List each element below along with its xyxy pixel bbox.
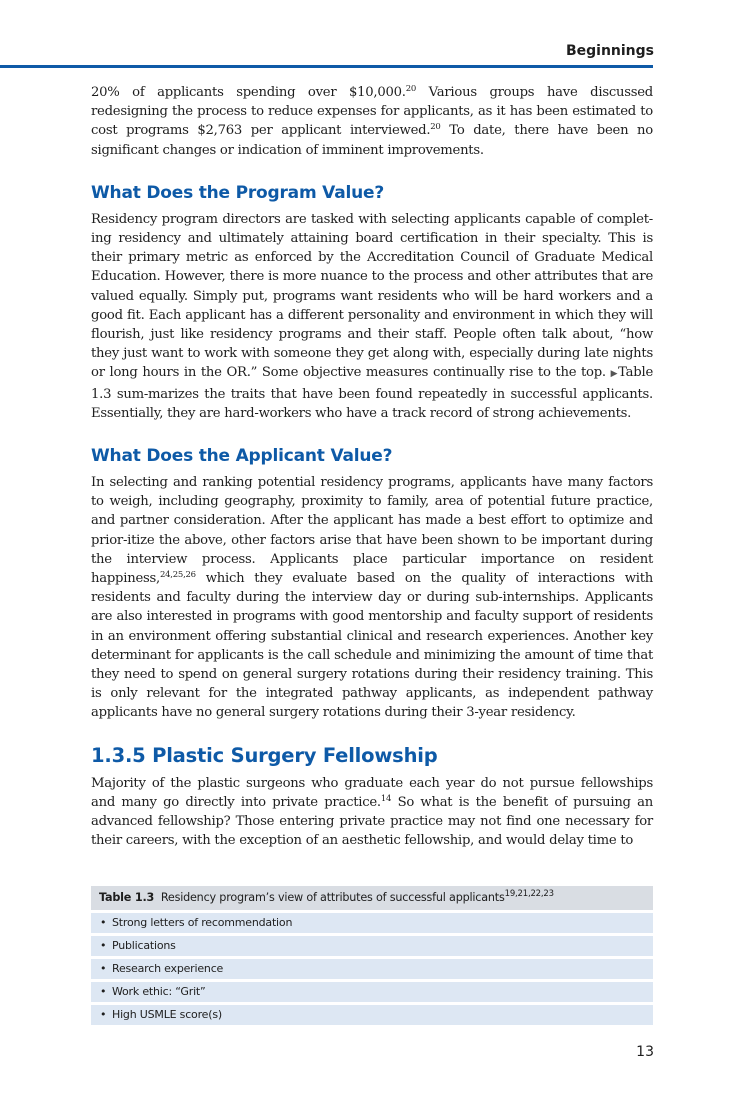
citation: 14 — [380, 793, 392, 804]
citation: 20 — [430, 122, 441, 133]
intro-text-1: 20% of applicants spending over $10,000. — [91, 85, 406, 100]
citation: 20 — [405, 84, 417, 94]
table-row-text: High USMLE score(s) — [112, 1008, 222, 1021]
heading-applicant-value: What Does the Applicant Value? — [91, 446, 393, 467]
bullet-icon: • — [100, 916, 107, 929]
intro-paragraph — [91, 83, 653, 160]
applicant-value-text-2: which they evaluate based on the quality of interactions with residents and faculty during the interview day or during sub-internships. Applicants are also interested in programs with good mentorship and faculty support of residents in an environment offering substantial clinical and research experiences. Another key determinant for applicants is the call schedule and minimizing the amount of time that they need to spend on general surgery rotations during their residency training. This is only relevant for the integrated pathway applicants, as independent pathway applicants have no general surgery rotations during their 3-year residency. — [91, 571, 653, 721]
table-row — [91, 959, 653, 979]
fellowship-paragraph — [91, 774, 653, 851]
table-row-text: Research experience — [112, 962, 224, 975]
heading-plastic-surgery-fellowship: 1.3.5 Plastic Surgery Fellowship — [91, 743, 438, 767]
table-row — [91, 913, 653, 933]
table-row-text: Strong letters of recommendation — [112, 916, 293, 929]
heading-program-value: What Does the Program Value? — [91, 182, 385, 203]
intro-text-2: Various groups have discussed redesigning the process to reduce expenses for applicants, as it has been estimated to cost programs $2,763 per applicant interviewed. — [91, 85, 653, 139]
bullet-icon: • — [100, 962, 107, 975]
bullet-icon: • — [100, 939, 107, 952]
table-row-text: Work ethic: “Grit” — [112, 985, 206, 998]
main-content — [91, 83, 653, 851]
table-row-text: Publications — [112, 939, 176, 952]
fellowship-text-2: So what is the benefit of pursuing an advanced fellowship? Those entering private practice may not find one necessary for their careers, with the exception of an aesthetic fellowship, and would delay time to — [91, 794, 653, 849]
program-value-text-1: Residency program directors are tasked with selecting applicants capable of complet-ing residency and ultimately attaining board certification in their specialty. This is their primary metric as enforced by the Accreditation Council of Graduate Medical Education. However, there is more nuance to the process and other attributes that are valued equally. Simply put, programs want residents who will be hard workers and a good fit. Each applicant has a different personality and environment in which they will flourish, just like residency programs and their staff. People often talk about, “how they just want to work with someone they get along with, especially during late nights or long hours in the OR.” Some objective measures continually rise to the top. — [91, 211, 653, 381]
header-rule — [0, 65, 653, 68]
page-number: 13 — [636, 1044, 654, 1060]
intro-text-3: To date, there have been no significant changes or indication of imminent improvements. — [91, 123, 653, 158]
table-row — [91, 936, 653, 956]
fellowship-text-1: Majority of the plastic surgeons who graduate each year do not pursue fellowships and many go directly into private practice. — [91, 775, 653, 810]
table-label: Table 1.3 — [99, 891, 155, 904]
bullet-icon: • — [100, 1008, 107, 1021]
applicant-value-paragraph — [91, 473, 653, 723]
table-row — [91, 982, 653, 1002]
applicant-value-text-1: In selecting and ranking potential residency programs, applicants have many factors to weigh, including geography, proximity to family, area of potential future practice, and partner consideration. After the applicant has made a best effort to optimize and prior-itize the above, other factors arise that have been shown to be important during the interview process. Applicants place particular importance on resident happiness, — [91, 475, 653, 587]
program-value-paragraph — [91, 210, 653, 423]
table-cross-reference[interactable]: Table 1.3 sum-marizes the traits that have been found repeatedly in successful applicants. Essentially, they are hard-workers who have a track record of strong achievements. — [91, 365, 654, 421]
running-head: Beginnings — [565, 43, 654, 59]
bullet-icon: • — [100, 985, 107, 998]
citation: 24,25,26 — [159, 570, 196, 581]
citation: 19,21,22,23 — [504, 889, 554, 899]
cross-reference-arrow-icon: ▶ — [610, 369, 619, 380]
table-row — [91, 1005, 653, 1025]
table-caption — [91, 886, 653, 910]
table-caption-text: Residency program’s view of attributes of successful applicants — [160, 891, 505, 904]
table-1-3 — [91, 886, 653, 1025]
